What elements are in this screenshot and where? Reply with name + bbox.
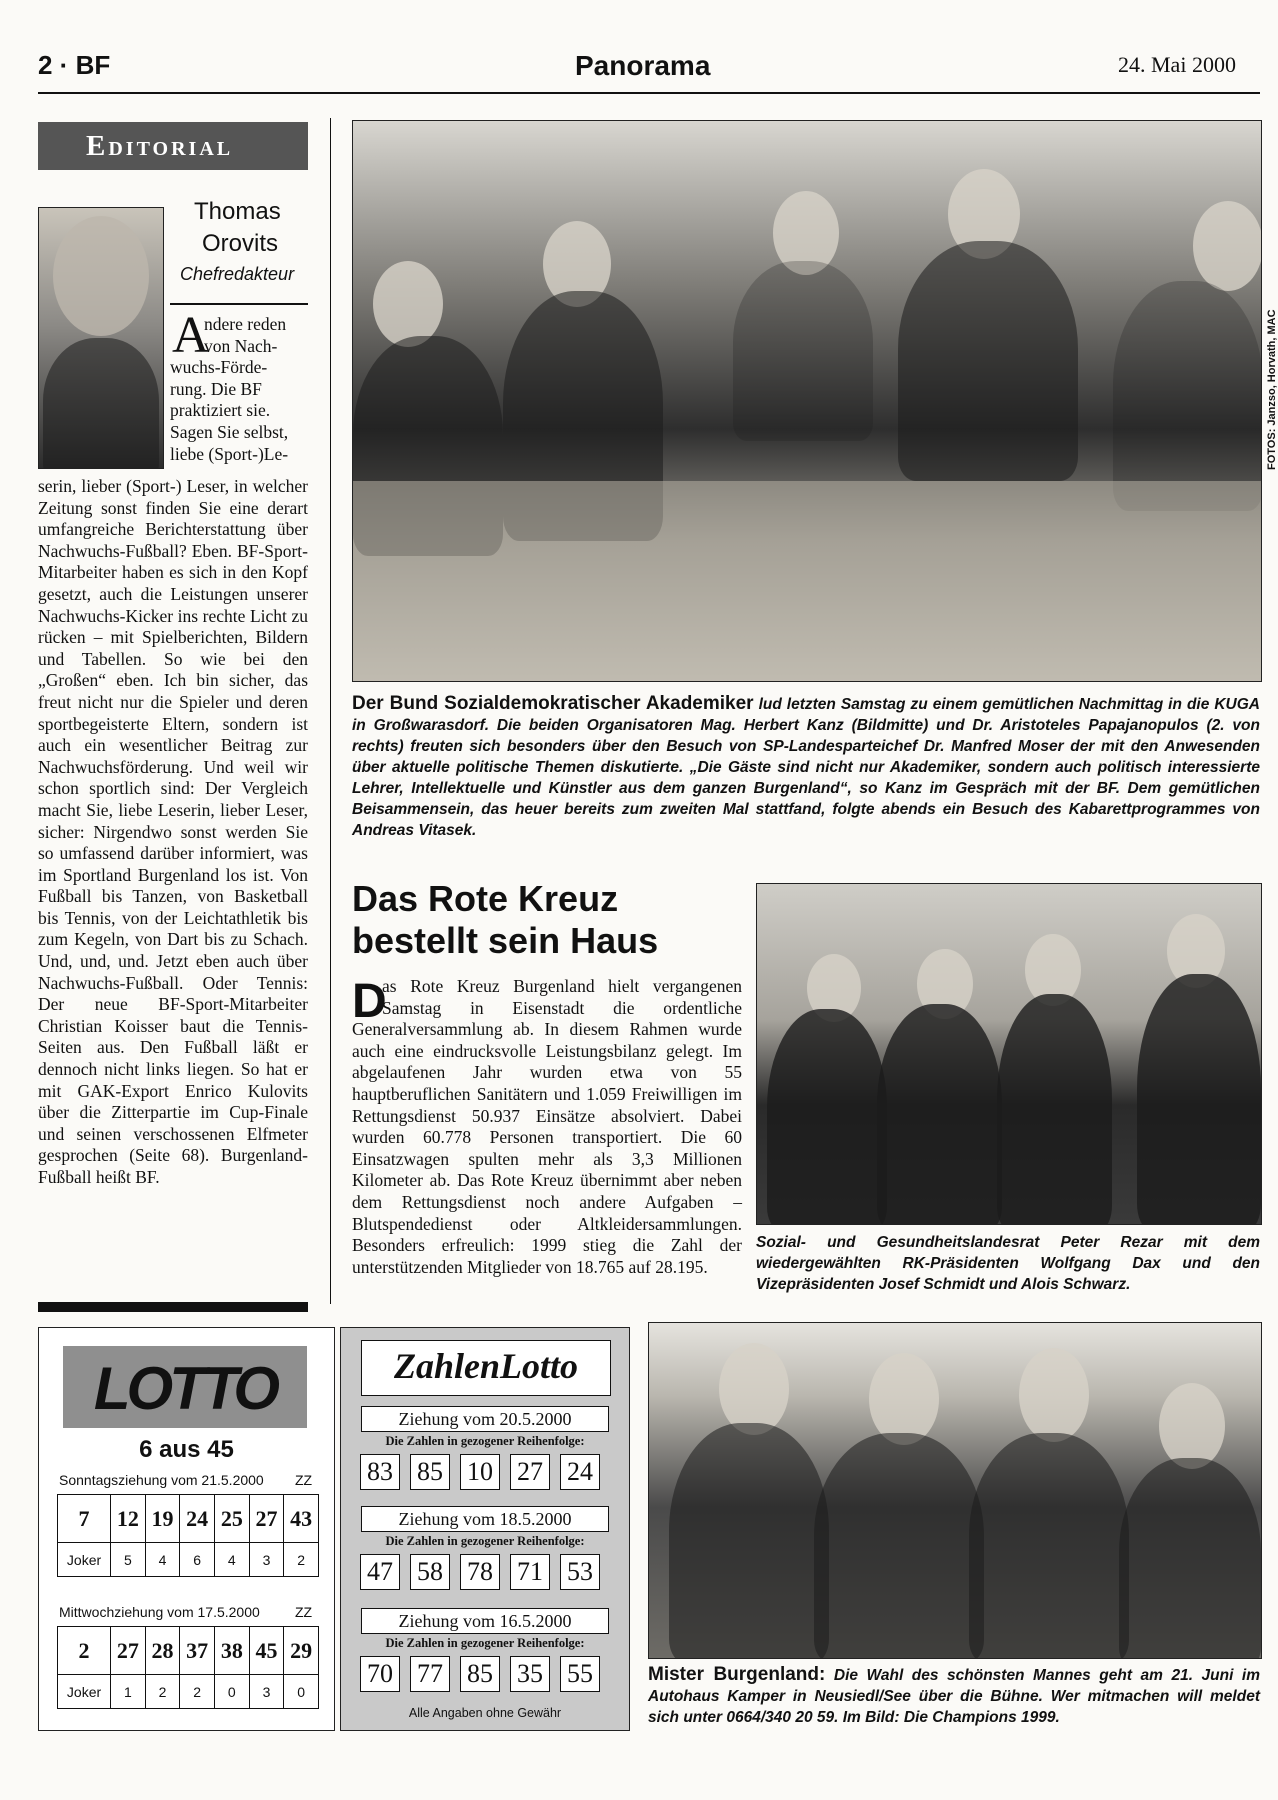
column-divider (330, 118, 331, 1304)
zahlenlotto-number: 85 (460, 1656, 500, 1692)
lotto-subtitle: 6 aus 45 (139, 1436, 234, 1463)
joker-digit: 6 (180, 1543, 215, 1577)
person-head (1159, 1383, 1225, 1469)
zahlenlotto-logo-word-2: Lotto (500, 1346, 578, 1386)
joker-digit: 4 (215, 1543, 250, 1577)
zahlenlotto-number: 55 (560, 1656, 600, 1692)
person-body (814, 1433, 984, 1659)
zahlenlotto-draw-label: Ziehung vom 20.5.2000 (361, 1406, 609, 1432)
article-dropcap: D (352, 975, 387, 1028)
mister-caption-body: Die Wahl des schönsten Mannes geht am 21. Juni im Autohaus Kamper in Neusiedl/See über die Bühne. Wer mitmachen will meldet sich unter 0664/340 20 59. Im Bild: Die Champions 1999. (648, 1667, 1260, 1726)
zahlenlotto-draw-sub: Die Zahlen in gezogener Reihenfolge: (385, 1434, 585, 1448)
zahlenlotto-number: 35 (510, 1656, 550, 1692)
joker-digit: 0 (284, 1675, 319, 1709)
author-role: Chefredakteur (180, 264, 295, 284)
person-body (669, 1423, 829, 1659)
zahlenlotto-draw-label: Ziehung vom 16.5.2000 (361, 1608, 609, 1634)
akademiker-caption-lead: Der Bund Sozialdemokratischer Akademiker (352, 693, 754, 714)
zahlenlotto-number: 70 (360, 1656, 400, 1692)
lotto-number: 24 (180, 1495, 215, 1543)
issue-date: 24. Mai 2000 (1118, 52, 1236, 77)
zahlenlotto-disclaimer: Alle Angaben ohne Gewähr (408, 1706, 562, 1720)
lotto-logo: LOTTO (93, 1355, 277, 1422)
editorial-narrow-lines (170, 314, 308, 465)
lotto-draw2-zz: ZZ (295, 1604, 313, 1620)
author-body (43, 338, 159, 469)
mister-burgenland-photo (648, 1322, 1262, 1659)
person-head (1193, 201, 1262, 291)
lotto-number: 27 (111, 1627, 146, 1675)
zahlenlotto-number: 27 (510, 1454, 550, 1490)
person-body (969, 1433, 1129, 1659)
photo-credit: FOTOS: Janzso, Horvath, MAC (1266, 309, 1278, 470)
editorial-label: Editorial (86, 130, 234, 162)
editorial-bottom-bar (38, 1302, 308, 1312)
person-head (869, 1353, 939, 1445)
lotto-zusatzzahl: 43 (284, 1495, 319, 1543)
rotes-kreuz-caption: Sozial- und Gesundheitslandesrat Peter Rezar mit dem wiedergewählten RK-Präsidenten Wolfgang Dax und den Vizepräsidenten Josef Schmidt und Alois Schwarz. (756, 1234, 1260, 1293)
person-head (1019, 1348, 1089, 1442)
zahlenlotto-box (340, 1327, 630, 1731)
zahlenlotto-number: 10 (460, 1454, 500, 1490)
author-head (53, 216, 149, 336)
editorial-line: wuchs-Förde- (170, 357, 268, 378)
mister-burgenland-caption (648, 1664, 1260, 1728)
zahlenlotto-logo-word-1: Zahlen (393, 1346, 500, 1386)
lotto-number: 7 (58, 1495, 111, 1543)
author-portrait (38, 207, 164, 469)
joker-digit: 2 (145, 1675, 180, 1709)
rotes-kreuz-photo (756, 883, 1262, 1225)
person-body (1113, 281, 1262, 511)
dropcap-spacer (352, 976, 382, 1018)
joker-digit: 4 (145, 1543, 180, 1577)
joker-digit: 0 (215, 1675, 250, 1709)
editorial-line: rung. Die BF (170, 378, 262, 399)
zahlenlotto-draw-sub: Die Zahlen in gezogener Reihenfolge: (385, 1636, 585, 1650)
joker-digit: 5 (111, 1543, 146, 1577)
zahlenlotto-logo-bar (361, 1340, 611, 1396)
akademiker-caption (352, 693, 1260, 841)
lotto-number: 2 (58, 1627, 111, 1675)
editorial-line: Sagen Sie selbst, (170, 421, 289, 442)
zahlenlotto-number: 83 (360, 1454, 400, 1490)
joker-label: Joker (58, 1675, 111, 1709)
lotto-number: 12 (111, 1495, 146, 1543)
lotto-number: 38 (215, 1627, 250, 1675)
lotto-draw2-label: Mittwochziehung vom 17.5.2000 (59, 1604, 260, 1620)
zahlenlotto-number: 85 (410, 1454, 450, 1490)
lotto-box (38, 1327, 335, 1731)
table-surface (353, 481, 1261, 681)
zahlenlotto-logo (362, 1345, 610, 1387)
zahlenlotto-number: 78 (460, 1554, 500, 1590)
article-headline-1: Das Rote Kreuz (352, 878, 619, 919)
zahlenlotto-number: 24 (560, 1454, 600, 1490)
lotto-zusatzzahl: 29 (284, 1627, 319, 1675)
lotto-number: 28 (145, 1627, 180, 1675)
page-number: 2 · BF (38, 50, 111, 80)
section-title: Panorama (575, 50, 711, 81)
zahlenlotto-draw-label: Ziehung vom 18.5.2000 (361, 1506, 609, 1532)
article-headline-2: bestellt sein Haus (352, 920, 659, 961)
person-body (898, 241, 1078, 481)
editorial-body: serin, lieber (Sport-) Leser, in welcher Zeitung sonst finden Sie eine derart umfangreiche Berichterstattung über Nachwuchs-Fußball? Eben. BF-Sport-Mitarbeiter haben es sich in den Kopf gesetzt, auch die Leistungen unserer Nachwuchs-Kicker ins rechte Licht zu rücken – mit Spielberichten, Bildern und Tabellen. So wie bei den „Großen“ eben. Ich bin sicher, das freut nicht nur die Spieler und deren sportbegeisterte Eltern, sondern ist auch ein wesentlicher Beitrag zur Nachwuchsförderung. Und weil wir schon sportlich sind: Der Vergleich macht Sie, liebe Leserin, lieber Leser, sicher: Nirgendwo sonst werden Sie so umfassend darüber informiert, was im Sportland Burgenland los ist. Von Fußball bis Tanzen, von Basketball bis Tennis, von der Leichtathletik bis zum Kegeln, von Dart bis zu Schach. Und, und, und. Jetzt eben auch über Nachwuchs-Fußball. Oder Tennis: Der neue BF-Sport-Mitarbeiter Christian Koisser baut die Tennis-Seiten aus. Den Fußball läßt er dennoch nicht links liegen. So hat er mit GAK-Export Enrico Kulovits über die Zitterpartie im Cup-Finale und seinen verschossenen Elfmeter gesprochen (Seite 68). Burgenland-Fußball heißt BF. (38, 476, 308, 1187)
joker-digit: 2 (284, 1543, 319, 1577)
editorial-line: praktiziert sie. (170, 400, 271, 421)
joker-digit: 3 (249, 1543, 284, 1577)
lotto-draw1-table (57, 1494, 319, 1577)
author-last-name: Orovits (202, 230, 279, 257)
lotto-number: 25 (215, 1495, 250, 1543)
zahlenlotto-number: 77 (410, 1656, 450, 1692)
person-body (1119, 1458, 1261, 1659)
zahlenlotto-number: 71 (510, 1554, 550, 1590)
zahlenlotto-number: 47 (360, 1554, 400, 1590)
lotto-number: 37 (180, 1627, 215, 1675)
editorial-dropcap: A (172, 307, 210, 364)
lotto-draw1-label: Sonntagsziehung vom 21.5.2000 (59, 1472, 264, 1488)
mister-caption-lead: Mister Burgenland: (648, 1664, 826, 1685)
editorial-label-bar (38, 122, 308, 170)
lotto-draw2-table (57, 1626, 319, 1709)
lotto-number: 19 (145, 1495, 180, 1543)
lotto-number: 45 (249, 1627, 284, 1675)
article-body (352, 976, 742, 1278)
joker-digit: 1 (111, 1675, 146, 1709)
author-first-name: Thomas (194, 198, 281, 225)
zahlenlotto-number: 58 (410, 1554, 450, 1590)
header-rule (38, 92, 1260, 94)
person-body (733, 261, 873, 441)
person-body (1137, 974, 1261, 1225)
lotto-draw1-zz: ZZ (295, 1472, 313, 1488)
person-body (997, 994, 1112, 1225)
joker-digit: 2 (180, 1675, 215, 1709)
editorial-line: ndere reden (204, 314, 287, 334)
joker-label: Joker (58, 1543, 111, 1577)
person-body (877, 1004, 1002, 1225)
person-head (719, 1343, 789, 1435)
person-body (767, 1009, 887, 1225)
editorial-line: liebe (Sport-)Le- (170, 443, 289, 464)
joker-digit: 3 (249, 1675, 284, 1709)
zahlenlotto-draw-sub: Die Zahlen in gezogener Reihenfolge: (385, 1534, 585, 1548)
article-body-text: as Rote Kreuz Burgenland hielt vergangenen Samstag in Eisenstadt die ordentliche Generalversammlung ab. In diesem Rahmen wurde auch eine eindrucksvolle Leistungsbilanz gelegt. Im abgelaufenen Jahr wurden etwa von 55 hauptberuflichen Sanitätern und 1.059 Freiwilligen im Rettungsdienst 50.937 Einsätze absolviert. Dabei wurden 60.778 Personen transportiert. Die 60 Einsatzwagen spulten mehr als 3,3 Millionen Kilometer ab. Das Rote Kreuz übernimmt aber neben dem Rettungsdienst noch andere Aufgaben – Blutspendedienst oder Altkleidersammlungen. Besonders erfreulich: 1999 stieg die Zahl der unterstützenden Mitglieder von 18.765 auf 28.195. (352, 976, 742, 1277)
zahlenlotto-number: 53 (560, 1554, 600, 1590)
editorial-line: von Nach- (204, 335, 278, 356)
person-head (373, 261, 443, 347)
editorial-byline-rule (170, 303, 308, 305)
akademiker-photo (352, 120, 1262, 682)
akademiker-caption-body: lud letzten Samstag zu einem gemütlichen Nachmittag in die KUGA in Großwarasdorf. Die beiden Organisatoren Mag. Herbert Kanz (Bildmitte) und Dr. Aristoteles Papajanopulos (2. von rechts) freuten sich besonders über den Besuch von SP-Landesparteichef Dr. Manfred Moser der mit den Anwesenden über aktuelle politische Themen diskutierte. „Die Gäste sind nicht nur Akademiker, sondern auch politisch interessierte Lehrer, Intellektuelle und Künstler aus dem ganzen Burgenland“, so Kanz im Gespräch mit der BF. Dem gemütlichen Beisammensein, das heuer bereits zum zweiten Mal stattfand, folgte abends ein Besuch des Kabarettprogrammes von Andreas Vitasek. (352, 696, 1260, 839)
lotto-logo-bar (63, 1346, 307, 1428)
lotto-number: 27 (249, 1495, 284, 1543)
